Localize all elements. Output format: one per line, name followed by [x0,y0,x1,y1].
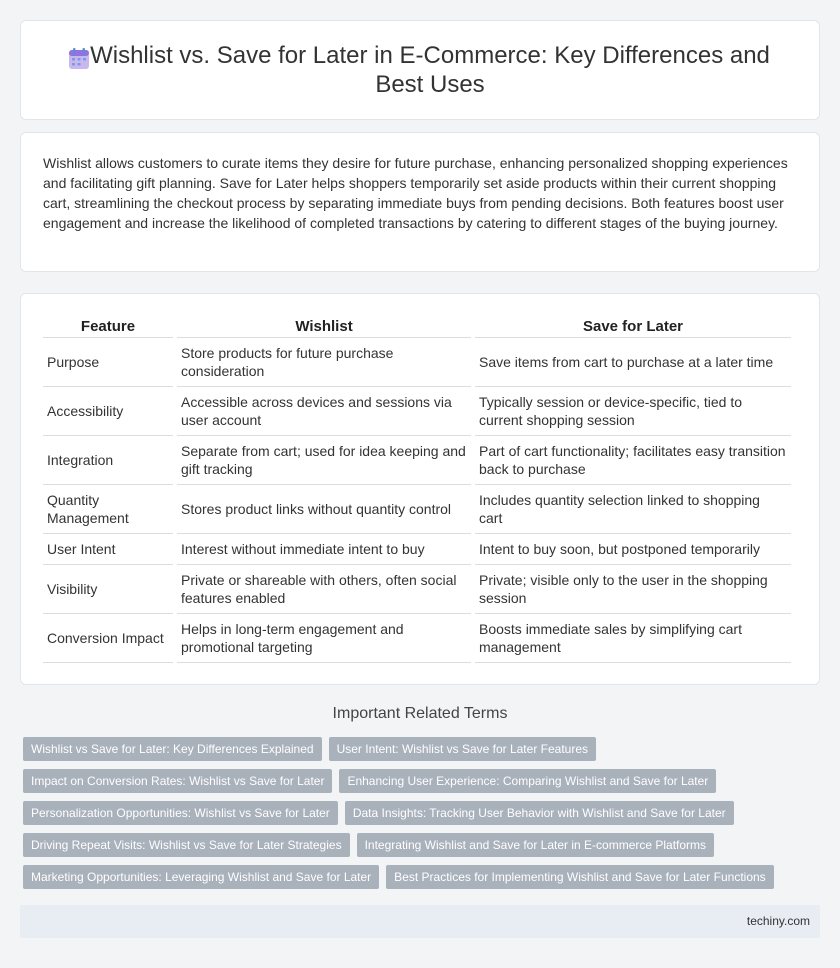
comparison-card [20,293,820,685]
related-term-tag[interactable]: Integrating Wishlist and Save for Later in E-commerce Platforms [357,833,714,857]
column-header: Wishlist [177,314,471,338]
table-row [43,565,791,614]
related-term-tag[interactable]: Driving Repeat Visits: Wishlist vs Save for Later Strategies [23,833,350,857]
wishlist-cell: Interest without immediate intent to buy [177,534,471,565]
table-row [43,534,791,565]
wishlist-cell: Store products for future purchase consideration [177,338,471,387]
page-title: Wishlist vs. Save for Later in E-Commerce: Key Differences and Best Uses [90,42,770,98]
save-for-later-cell: Typically session or device-specific, tied to current shopping session [475,387,791,436]
save-for-later-cell: Part of cart functionality; facilitates easy transition back to purchase [475,436,791,485]
tag-row [23,833,813,857]
table-row [43,436,791,485]
wishlist-cell: Separate from cart; used for idea keeping and gift tracking [177,436,471,485]
calendar-icon [67,47,91,71]
tag-row [23,769,813,793]
comparison-table [39,314,795,663]
tag-row [23,737,813,761]
feature-cell: Accessibility [43,387,173,436]
table-row [43,614,791,663]
related-terms-title: Important Related Terms [332,705,508,722]
related-term-tag[interactable]: Marketing Opportunities: Leveraging Wishlist and Save for Later [23,865,379,889]
save-for-later-cell: Save items from cart to purchase at a later time [475,338,791,387]
tag-row [23,865,813,889]
save-for-later-cell: Boosts immediate sales by simplifying cart management [475,614,791,663]
feature-cell: Integration [43,436,173,485]
save-for-later-cell: Intent to buy soon, but postponed temporarily [475,534,791,565]
related-term-tag[interactable]: Impact on Conversion Rates: Wishlist vs Save for Later [23,769,332,793]
intro-card [20,132,820,272]
save-for-later-cell: Includes quantity selection linked to shopping cart [475,485,791,534]
related-term-tag[interactable]: Personalization Opportunities: Wishlist vs Save for Later [23,801,338,825]
related-term-tag[interactable]: User Intent: Wishlist vs Save for Later Features [329,737,596,761]
table-row [43,485,791,534]
wishlist-cell: Private or shareable with others, often social features enabled [177,565,471,614]
feature-cell: Conversion Impact [43,614,173,663]
related-term-tag[interactable]: Wishlist vs Save for Later: Key Differences Explained [23,737,322,761]
related-term-tag[interactable]: Best Practices for Implementing Wishlist and Save for Later Functions [386,865,774,889]
wishlist-cell: Stores product links without quantity control [177,485,471,534]
footer [20,905,820,938]
column-header: Feature [43,314,173,338]
table-row [43,338,791,387]
related-term-tag[interactable]: Data Insights: Tracking User Behavior with Wishlist and Save for Later [345,801,734,825]
column-header: Save for Later [475,314,791,338]
wishlist-cell: Helps in long-term engagement and promotional targeting [177,614,471,663]
intro-text: Wishlist allows customers to curate items they desire for future purchase, enhancing personalized shopping experiences and facilitating gift planning. Save for Later helps shoppers temporarily set aside products within their current shopping cart, streamlining the checkout process by separating immediate buys from pending decisions. Both features boost user engagement and increase the likelihood of completed transactions by catering to different stages of the buying journey. [43,155,788,231]
table-header-row [43,314,791,338]
wishlist-cell: Accessible across devices and sessions via user account [177,387,471,436]
save-for-later-cell: Private; visible only to the user in the shopping session [475,565,791,614]
feature-cell: User Intent [43,534,173,565]
related-terms-list [23,737,813,897]
feature-cell: Purpose [43,338,173,387]
feature-cell: Visibility [43,565,173,614]
footer-site-link[interactable]: techiny.com [746,914,810,928]
header-card [20,20,820,120]
feature-cell: Quantity Management [43,485,173,534]
table-row [43,387,791,436]
related-term-tag[interactable]: Enhancing User Experience: Comparing Wishlist and Save for Later [339,769,716,793]
tag-row [23,801,813,825]
